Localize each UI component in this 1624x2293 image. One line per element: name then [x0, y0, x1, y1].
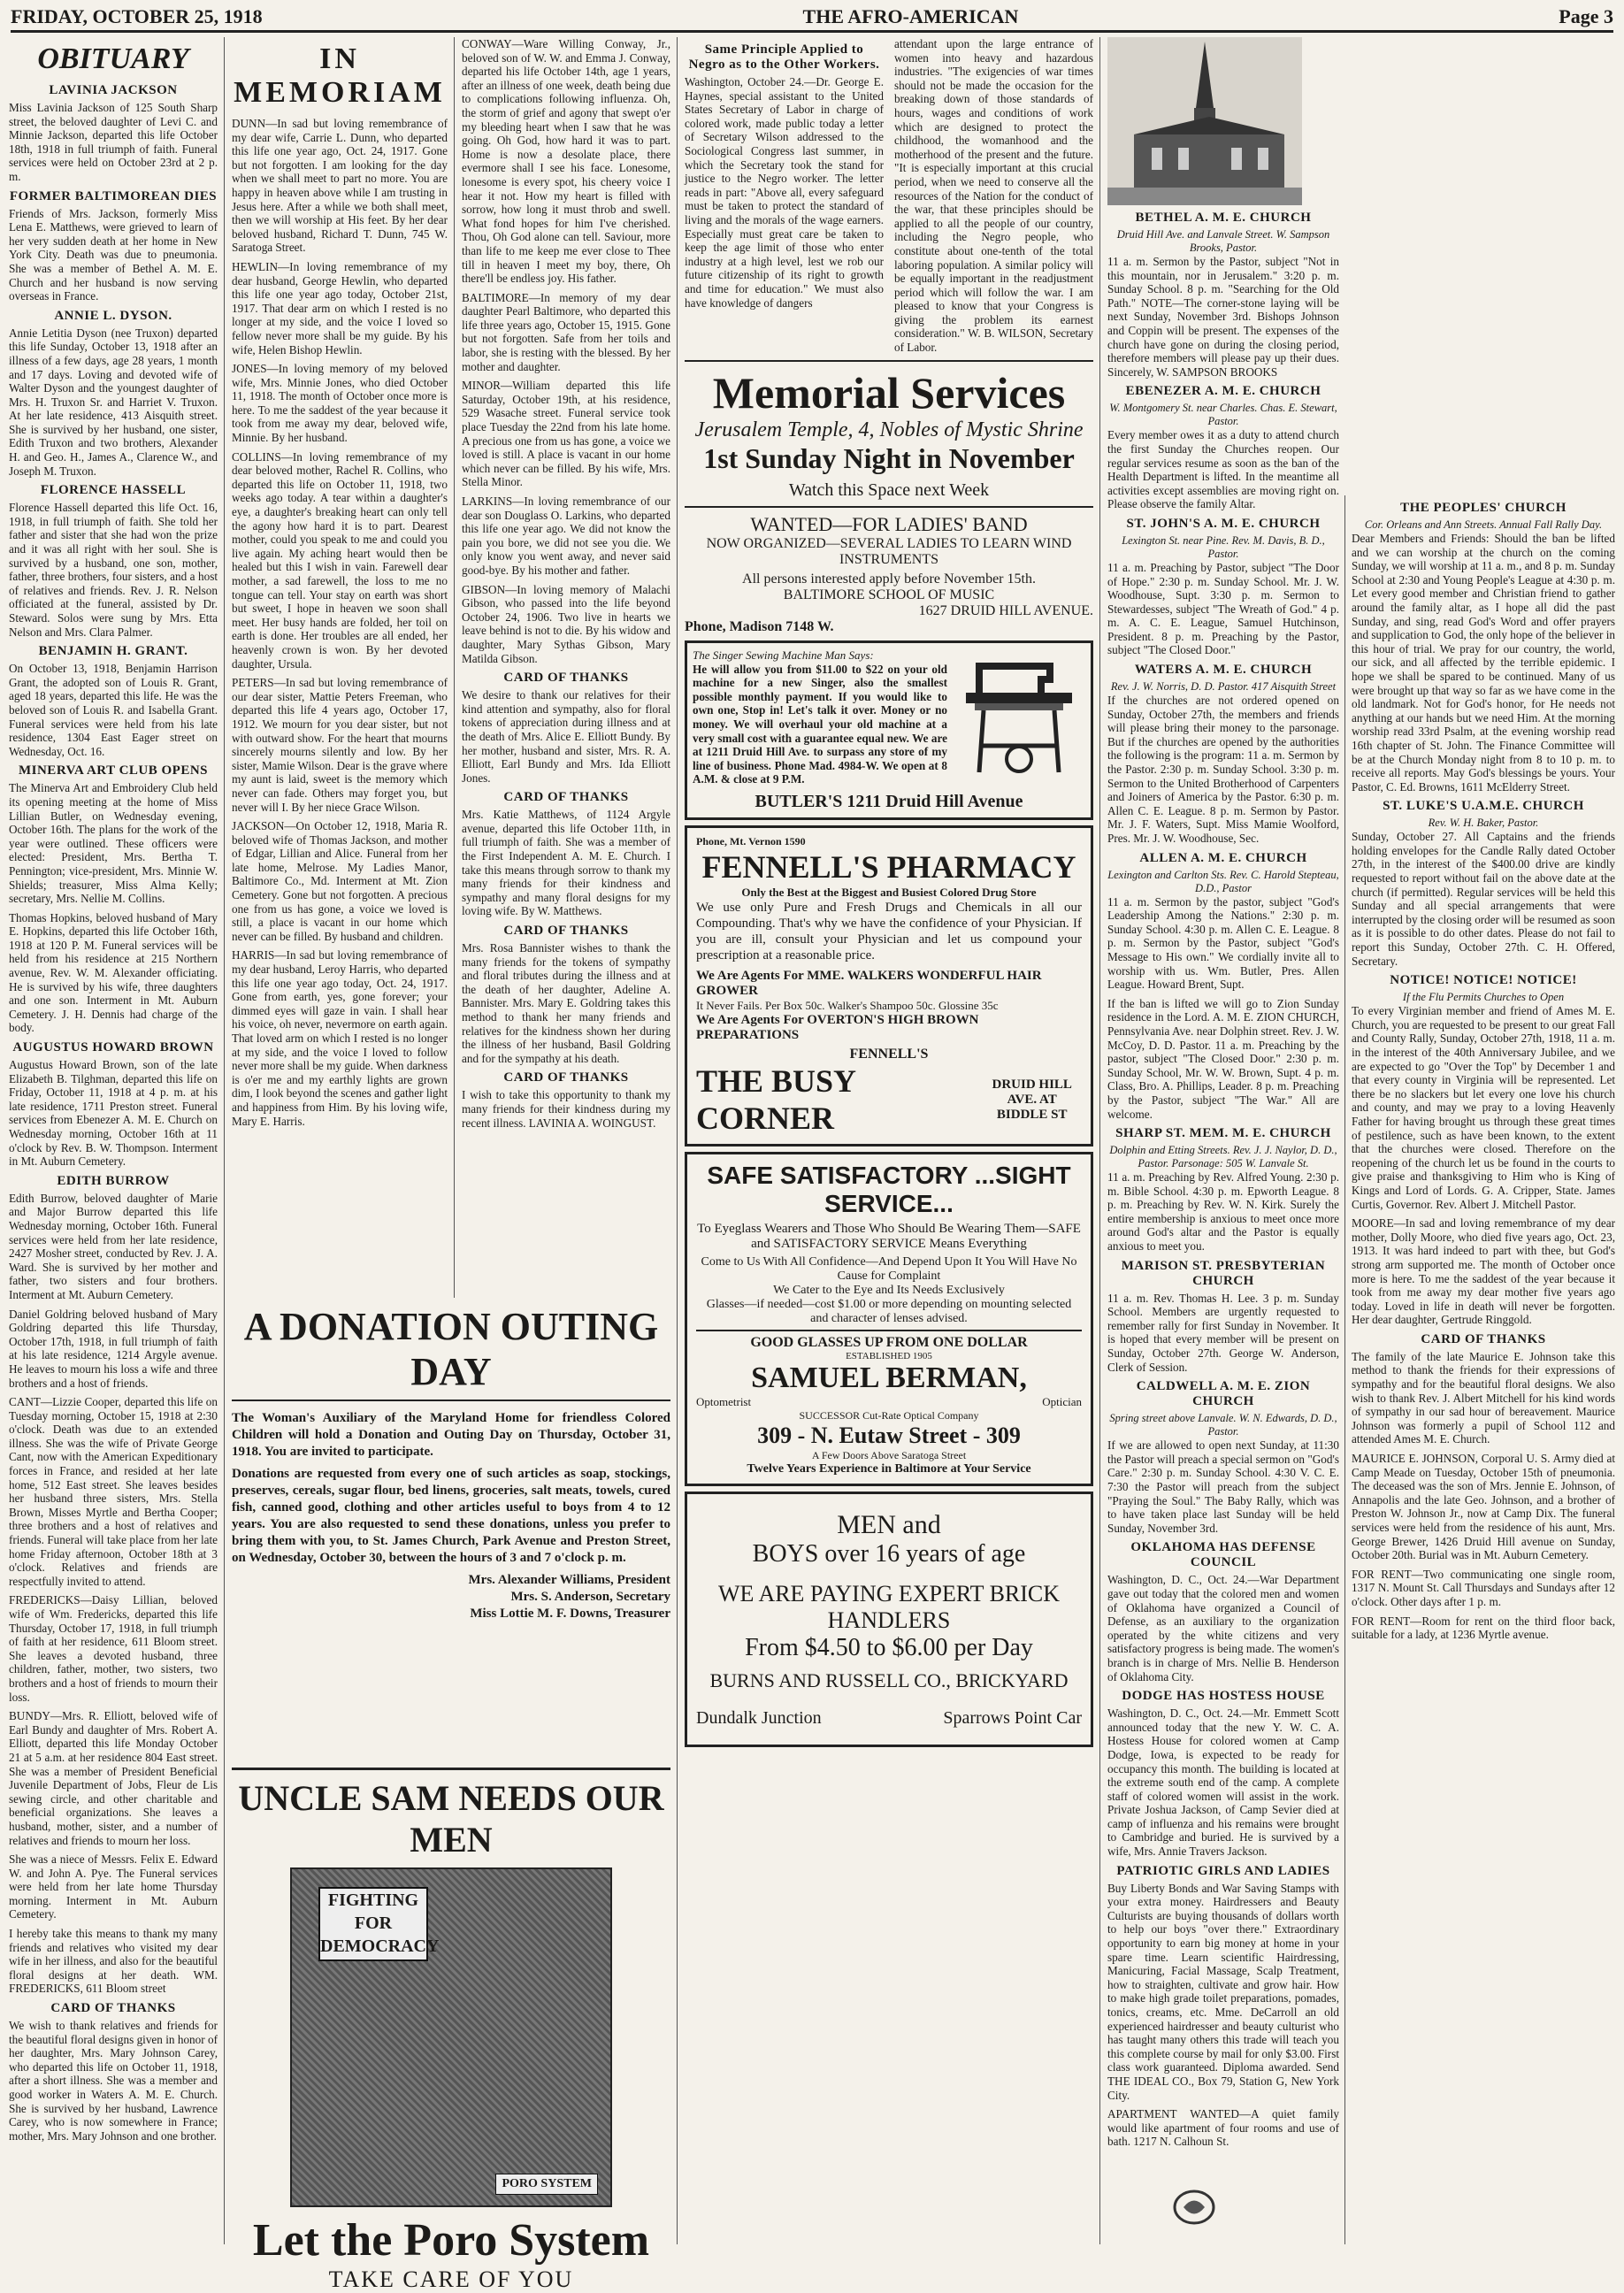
article-heading: LAVINIA JACKSON [49, 83, 178, 97]
article-body: 11 a. m. Preaching by Rev. Alfred Young. 2:30 p. m. Bible School. 4:30 p. m. Epworth League. 8 p. m. Preaching by Rev. W. N. Kirk. Surely the entire membership is anxious to meet once more around God's altar and the Pastor is equally anxious to meet you. [1107, 1170, 1339, 1254]
article-body: 11 a. m. Preaching by Pastor, subject "The Door of Hope." 2:30 p. m. Sunday School. Mr. J. W. Woodhouse, Supt. 3:30 p. m. Sermon to Stewardesses, subject "The Wreath of God." 4 p. m. A. C. E. League, Samuel Hutchinson, President. 8 p. m. Preaching by the Pastor, subject "The Closed Door." [1107, 560, 1339, 657]
singer-body: He will allow you from $11.00 to $22 on your old machine for a new Singer, also the smallest possible monthly payment. If you would like to own one, Stop in! Let's talk it over. Money or no money. We will overhaul your old machine at a very small cost with a guarantee equal new. We are at 1211 Druid Hill Ave. to surpass any store of my line of business. Phone Mad. 4984-W. We open at 8 A.M. & close at 9 P.M. [693, 662, 947, 786]
article-body: Mrs. Katie Matthews, of 1124 Argyle avenue, departed this life October 11th, in full triumph of faith. She was a member of the First Independent A. M. E. Church. I take this means through sorrow to thank my many friends for their kindness and sympathy and many floral designs for my loving wife. By W. Matthews. [462, 808, 670, 918]
article [9, 911, 218, 1035]
article [9, 83, 218, 184]
fennell-title: FENNELL'S PHARMACY [701, 849, 1076, 885]
ink-smudge-icon [1168, 2185, 1221, 2229]
article [1107, 997, 1339, 1121]
article-body: The Minerva Art and Embroidery Club held its opening meeting at the home of Miss Lillian Butler, on Wednesday evening, October 16th. The plans for the work of the year were outlined. These officers were elected: President, Mrs. Bertha T. Pennington; vice-president, Mrs. Minnie W. Shields; treasurer, Miss Alma Kelly; secretary, Mrs. Nellie M. Collins. [9, 781, 218, 906]
column-rule [1099, 37, 1100, 2244]
fennell-agents-overton: We Are Agents For OVERTON'S HIGH BROWN PREPARATIONS [696, 1013, 979, 1042]
brickyard-ad [685, 1492, 1093, 1747]
fennell-phone: Phone, Mt. Vernon 1590 [696, 835, 806, 847]
memorial-ad [685, 360, 1093, 501]
poro-tagline: TAKE CARE OF YOU [328, 2266, 574, 2292]
notices-column [1352, 495, 1615, 2244]
article [9, 1040, 218, 1169]
article [1107, 1864, 1339, 2103]
article-body: JACKSON—On October 12, 1918, Maria R. beloved wife of Thomas Jackson, and mother of Edgar, Lillian and Alice. Funeral from her late home, Melrose. My Ladies Manor, Baltimore Co., Md. Interment at Mt. Zion Cemetery. Gone but not forgotten. A precious one from us has gone, a voice we loved is still, a place is vacant in our home which never can be filled. By husband and children. [232, 819, 448, 943]
article-heading: CARD OF THANKS [1421, 1331, 1546, 1346]
article-body: JONES—In loving memory of my beloved wife, Mrs. Minnie Jones, who died October 11, 1918. The month of October once more is here. To me the saddest of the year because it took from me away my dear, beloved wife, Minnie. By her husband. [232, 362, 448, 445]
good-glasses: GOOD GLASSES UP FROM ONE DOLLAR [696, 1330, 1082, 1351]
article-body: I wish to take this opportunity to thank my many friends for their kindness during my recent illness. LAVINIA A. WOINGUST. [462, 1088, 670, 1130]
article [232, 117, 448, 255]
article-heading: EBENEZER A. M. E. CHURCH [1125, 384, 1321, 399]
memoriam-title: IN MEMORIAM [234, 42, 446, 109]
article [462, 924, 670, 1065]
article-body: HEWLIN—In loving remembrance of my dear husband, George Hewlin, who departed this life one year ago today, October 21st, 1917. That dear arm on which I rested is no longer at my side, and the voice I loved so fellow never more shall be my guide. By his wife, Helen Bishop Hewlin. [232, 259, 448, 357]
fennell-corner: FENNELL'S [849, 1047, 929, 1062]
memoriam-list [232, 117, 448, 1128]
article-heading: MARISON ST. PRESBYTERIAN CHURCH [1121, 1258, 1326, 1288]
article [9, 763, 218, 905]
article [1352, 1216, 1615, 1327]
sight-sub: To Eyeglass Wearers and Those Who Should Be Wearing Them—SAFE and SATISFACTORY SERVICE Means Everything [697, 1222, 1081, 1251]
article-body: Annie Letitia Dyson (nee Truxon) departed this life Sunday, October 13, 1918 after an illness of a few days, age 28 years, 1 month and 17 days. Loving and devoted wife of Walter Dyson and the youngest daughter of Mrs. H. Truxon Sr. and Harriet V. Truxon. At her late residence, 413 Aisquith street. She is survived by her husband, one sister, Edith Truxon and two brothers, Alexander H. and Geo. H., James A., Clarence W., and Joseph M. Truxon. [9, 326, 218, 478]
article-subheading: Rev. J. W. Norris, D. D. Pastor. 417 Aisquith Street [1110, 680, 1337, 694]
band-body: All persons interested apply before November 15th. [742, 571, 1036, 587]
fennell-body: We use only Pure and Fresh Drugs and Chemicals in all our Compounding. That's why we have the confidence of your Physician. If you are ill, consult your Physician and let us compound your prescription at a reasonable price. [696, 901, 1082, 962]
article-body: Daniel Goldring beloved husband of Mary Goldring departed this life Thursday, October 17th, 1918, in full triumph of faith at his late residence, 1214 Argyle avenue. He leaves to mourn his loss a wife and three brothers and a host of friends. [9, 1307, 218, 1390]
article-body: Washington, D. C., Oct. 24.—Mr. Emmett Scott announced today that the new Y. W. C. A. Hostess House for colored women at Camp Dodge, Iowa, is expected to be ready for occupancy this month. The building is located at the extreme south end of the camp. A complete staff of colored women will assist in the work. Private Joshua Jackson, of Camp Sevier died at camp of influenza and his remains were brought to Cambridge and buried. He is survived by a wife, Mrs. Annie Travers Jackson. [1107, 1706, 1339, 1859]
article [462, 379, 670, 489]
article-body: COLLINS—In loving remembrance of my dear beloved mother, Rachel R. Collins, who departed this life on October 11, 1918, two weeks ago today. A tear within a daughter's eye, a daughter's breaking heart can only tell the agony how hard it is to part. Dearest mother, could you speak to me and could you live again. My aching heart would then be healed but this I wish in vain. Farewell dear mother, a sad farewell, the loss to me no tongue can tell. Your stay on earth was short but sweet, I hope in heaven we soon shall meet. Her busy hands are folded, her toil on earth is done. Her troubles are all ended, her heavenly crown is won. By her devoted daughter, Ursula. [232, 449, 448, 671]
article [462, 671, 670, 785]
article-body: CANT—Lizzie Cooper, departed this life on Tuesday morning, October 15, 1918 at 2:30 o'clock. Death was due to an extended illness. She was the wife of Private George Cant, now with the American Expeditionary forces in France, and resided at her late home, 512 East street. She leaves besides her husband three sisters, Mrs. Stella Brown, Misses Myrtle and Bertha Cooper; three brothers and a host of relatives and friends. Funeral will take place from her late home Friday afternoon, October 18th at 3 o'clock. Relatives and friends are respectfully invited to attend. [9, 1395, 218, 1588]
article [232, 676, 448, 814]
berman-address: 309 - N. Eutaw Street - 309 [757, 1423, 1021, 1448]
article-heading: FORMER BALTIMOREAN DIES [9, 188, 218, 203]
fennell-agents-walker: We Are Agents For MME. WALKERS WONDERFUL HAIR GROWER [696, 969, 1042, 998]
article [9, 1308, 218, 1391]
article [462, 495, 670, 578]
poro-slogan: Let the Poro System [252, 2215, 650, 2266]
berman-directions: A Few Doors Above Saratoga Street [811, 1449, 967, 1461]
article-subheading: Lexington St. near Pine. Rev. M. Davis, B. D., Pastor. [1122, 533, 1325, 560]
article-heading: NOTICE! NOTICE! NOTICE! [1390, 973, 1577, 988]
memoriam-column-2 [462, 37, 670, 1293]
article-heading: ST. LUKE'S U.A.M.E. CHURCH [1383, 799, 1584, 814]
soldier-poster [290, 1867, 612, 2207]
article-body: Mrs. Rosa Bannister wishes to thank the many friends for the tokens of sympathy and floral tributes during the illness and at the death of her daughter, Adeline A. Bannister. Mrs. Mary E. Goldring takes this method to thank her many friends and relatives for the kindness shown her during the illness of her husband, Basil Goldring and for the sympathy at his death. [462, 941, 670, 1065]
obituary-title: OBITUARY [37, 42, 189, 75]
article-heading: WATERS A. M. E. CHURCH [1134, 663, 1313, 678]
article-body: Miss Lavinia Jackson of 125 South Sharp street, the beloved daughter of Levi C. and Minnie Jackson, departed this life October 18th, 1918 in full triumph of faith. Funeral services were held on October 23rd at 2 p. m. [9, 101, 218, 183]
article [9, 1927, 218, 1996]
article [232, 362, 448, 445]
donation-body: Donations are requested from every one of such articles as soap, stockings, preserves, cereals, sugar flour, bed linens, groceries, salt meats, towels, cured fish, canned good, clothing and other articles useful to boys from 4 to 12 years. You are also requested to send these donations, unless you prefer to bring them with you, to St. James Church, Park Avenue and Preston Street, on Wednesday, October 30, between the hours of 3 and 7 o'clock p. m. [232, 1467, 670, 1565]
article [9, 2001, 218, 2143]
article-body: GIBSON—In loving memory of Malachi Gibson, who passed into the life beyond October 24, 1906. Two live in hearts we leave behind is not to die. By his widow and daughter, Mary Sythas Gibson, Mary Matilda Gibson. [462, 582, 670, 665]
memorial-temple: Jerusalem Temple, 4, Nobles of Mystic Shrine [694, 418, 1084, 441]
article-heading: CALDWELL A. M. E. ZION CHURCH [1136, 1379, 1311, 1409]
article-heading: OKLAHOMA HAS DEFENSE COUNCIL [1130, 1540, 1316, 1570]
article-heading: MINERVA ART CLUB OPENS [18, 763, 209, 778]
established: ESTABLISHED 1905 [846, 1351, 932, 1361]
article-body: Washington, D. C., Oct. 24.—War Department gave out today that the colored men and women of Oklahoma have organized a Council of Defense, as an auxiliary to the organization operated by the white citizens and very satisfactory progress is being made. The women's branch is in charge of Mrs. Nellie B. Henderson of Oklahoma City. [1107, 1573, 1339, 1683]
poster-caption: FIGHTING FOR DEMOCRACY [318, 1887, 428, 1961]
article [1107, 1379, 1339, 1535]
memoriam-column [232, 37, 448, 1293]
article-body: We desire to thank our relatives for their kind attention and sympathy, also for floral tokens of appreciation during illness and at the death of Mrs. Alice E. Elliott Bundy. By her mother, husband and sister, Mrs. R. A. Elliott, Earl Bundy and Mrs. Ida Elliott Jones. [462, 688, 670, 785]
article [1107, 384, 1339, 511]
obituary-list [9, 83, 218, 2143]
article-body: To every Virginian member and friend of Ames M. E. Church, you are requested to be present to our great Fall and County Rally, Sunday, October 27th, 1918, 11 a. m. in the interest of the 40th Anniversary Jubilee, and we are expected to go "Over the Top" by December 1 and that every county in Virginia will be represented. Let there be no slackers but let every one love his church and county, and may we pray to a loving Heavenly Father for having brought us through these great times of pestilence, such as have been known, to the extent that the churches were closed. Therefore on the reopening of the church let us be found in the courts to give praise and thanksgiving to Him who is King of Kings and Lord of Lords. G. A. Cripper, State. James Curtis, Governor. Rev. Albert J. Mitchell Pastor. [1352, 1004, 1615, 1211]
article [462, 37, 670, 286]
band-sub: NOW ORGANIZED—SEVERAL LADIES TO LEARN WIND INSTRUMENTS [706, 535, 1072, 567]
article [9, 1852, 218, 1921]
article-subheading: Spring street above Lanvale. W. N. Edwards, D. D., Pastor. [1109, 1412, 1337, 1438]
article-body: BUNDY—Mrs. R. Elliott, beloved wife of Earl Bundy and daughter of Mrs. Robert A. Elliott, departed this life Monday October 21 at 5 a.m. at her residence 804 East street. She was a member of President Beneficial Juvenile Department of Jobs, Fleur de Lis sewing circle, and other charitable and beneficial organizations. She leaves a husband, mother, sister, and a number of relatives and friends to mourn her loss. [9, 1709, 218, 1847]
burns-russell: BURNS AND RUSSELL CO., BRICKYARD [709, 1669, 1069, 1691]
article-heading: BETHEL A. M. E. CHURCH [1135, 211, 1312, 225]
memorial-title: Memorial Services [712, 367, 1066, 418]
church-illustration [1107, 37, 1302, 205]
band-school: BALTIMORE SCHOOL OF MUSIC [783, 587, 995, 602]
article-heading: CARD OF THANKS [503, 1070, 629, 1085]
singer-head: The Singer Sewing Machine Man Says: [693, 648, 874, 662]
notices-list [1352, 501, 1615, 1642]
sight-line-2: We Cater to the Eye and Its Needs Exclusively [773, 1284, 1005, 1297]
article-body: If the churches are not ordered opened on Sunday, October 27th, the members and friends will please bring their money to the parsonage. But if the churches are opened by the authorities the following is the program: 11 a. m. Sermon by the Pastor. 2:30 p. m. Sunday School. 3:30 p. m. Sermon to the United Brotherhood of Carpenters and Joiners of America by the Pastor. 6:30 p. m. Allen C. E. League. 8 p. m. Sermon by Pastor. Mr. J. F. Waters, Supt. Miss Mamie Woolford, Pres. Mr. J. W. Woodhouse, Sec. [1107, 694, 1339, 845]
article-body: Florence Hassell departed this life Oct. 16, 1918, in full triumph of faith. She told her father and sister that she had won the prize and it was all right with her soul. She is survived by a husband, one son, mother, father, three brothers, four sisters, and a host of relatives and friends. Rev. J. R. Nelson officiated at the funeral, assisted by Dr. Steward. Solos were sung by Mrs. Etta Nelson and Mrs. Clara Palmer. [9, 501, 218, 639]
article [9, 1395, 218, 1588]
article [1107, 517, 1339, 657]
article [9, 189, 218, 303]
article-body: CONWAY—Ware Willing Conway, Jr., beloved son of W. W. and Emma J. Conway, departed his life October 14th, age 1 years, after an illness of one week, death being due to complications following influenza. Oh, the storm of grief and agony that swept o'er my bleeding heart when I saw that he was going. Oh God, how hard it was to part. Home is now a desolate place, there evermore shall I see his face. Lonesome, lonesome is every spot, his cheery voice I hear it not. How my heart is filled with sorrow, how long it must throb and swell. What fond hopes for him I've cherished. Thou, Oh God alone can tell. Saviour, more than life to me keep me ever close to Thee till in heaven I meet my boy, there, Oh there'll be endless joy. His father. [462, 37, 670, 286]
article [1352, 1614, 1615, 1642]
donation-secretary: Mrs. S. Anderson, Secretary [510, 1590, 670, 1604]
memorial-date: 1st Sunday Night in November [703, 441, 1075, 474]
article [1352, 501, 1615, 794]
fennell-tagline: Only the Best at the Biggest and Busiest Colored Drug Store [741, 886, 1037, 899]
article [9, 309, 218, 479]
article-body: FOR RENT—Room for rent on the third floor back, suitable for a lady, at 1236 Myrtle avenue. [1352, 1614, 1615, 1642]
article-subheading: Rev. W. H. Baker, Pastor. [1428, 817, 1539, 830]
article-subheading: Cor. Orleans and Ann Streets. Annual Fall Rally Day. [1364, 518, 1603, 531]
article-body: Dear Members and Friends: Should the ban be lifted and we can worship at the church on the coming Sunday, we will worship at 11 a. m., and 8 p. m. Sunday School at 2:30 and Young People's League at 4:30 p. m. Let every good member and Christian friend to gather around the family altar, as I hope all did the past Sunday, and sing, read God's Word and offer prayers and supplication to God, the only hope of the believer in this hour of trial. We pray for our country, the world, our sick, and all affected by the terrible epidemic. I hope we shall be spared to be continued. Many of us were brought up that way so far as we have come in the old landmark. Not for God's honor, for He needs not anything at our hands but we need Him. At the morning worship read 33rd Psalm, at the evening worship read 16th chapter of St. John. The Finance Committee will be at the Church Monday night from 8 to 10 p. m. to receive all reports. May God's blessings be yours. Your Pastor, C. Ed. Browns, 1611 McElderry Street. [1352, 532, 1615, 794]
article-heading: CARD OF THANKS [503, 671, 629, 686]
donation-notice [232, 1300, 670, 1760]
paper-name: THE AFRO-AMERICAN [802, 5, 1019, 27]
berman-successor: SUCCESSOR Cut-Rate Optical Company [799, 1409, 979, 1422]
article [1107, 663, 1339, 846]
article [1107, 2107, 1339, 2149]
sewing-machine-icon [953, 648, 1085, 781]
donation-intro: The Woman's Auxiliary of the Maryland Home for friendless Colored Children will hold a Donation and Outing Day on Thursday, October 31, 1918. You are invited to participate. [232, 1411, 670, 1459]
article-heading: FLORENCE HASSELL [40, 483, 187, 498]
article-body: Every member owes it as a duty to attend church the first Sunday the Churches reopen. Our regular services resume as soon as the ban of the Health Department is lifted. In the meantime all activities except assemblies are moving right on. Please observe the family Altar. [1107, 428, 1339, 511]
berman-experience: Twelve Years Experience in Baltimore at Your Service [747, 1462, 1031, 1476]
article-body: Augustus Howard Brown, son of the late Elizabeth B. Tilghman, departed this life on Friday, October 11, 1918 at 4 p. m. at his late residence, 1711 Preston street. Funeral services from Ebenezer A. M. E. Church on Wednesday morning, October 16th at 11 o'clock by Rev. B. W. Thompson. Interment in Mt. Auburn Cemetery. [9, 1058, 218, 1169]
article-body: Friends of Mrs. Jackson, formerly Miss Lena E. Matthews, were grieved to learn of her very sudden death at her home in New York City. Death was due to pneumonia. She was a member of Bethel A. M. E. Church and her husband is now serving overseas in France. [9, 206, 218, 303]
article-body: I hereby take this means to thank my many friends and relatives who visited my dear wife in her illness, and also for the beautiful floral designs at her death. WM. FREDERICKS, 611 Bloom street [9, 1927, 218, 1996]
article-body: We wish to thank relatives and friends for the beautiful floral designs given in honor of her daughter, Mrs. Mary Johnson Carey, who departed this life on October 11, 1918, after a short illness. She was a member and good worker in Waters A. M. E. Church. She is survived by her husband, Lawrence Carey, who is now somewhere in France; mother, Mrs. Mary Johnson and one brother. [9, 2019, 218, 2143]
article-heading: CARD OF THANKS [50, 2001, 176, 2016]
masthead [11, 4, 1613, 33]
column-rule [454, 37, 455, 1298]
article [462, 790, 670, 918]
fennell-address: DRUID HILL AVE. AT BIDDLE ST [992, 1077, 1072, 1122]
optometrist-label: Optometrist [696, 1395, 752, 1408]
article [232, 819, 448, 943]
article [232, 260, 448, 357]
memoriam-list-2 [462, 37, 670, 1130]
article-body: Edith Burrow, beloved daughter of Marie and Major Burrow departed this life Wednesday morning, October 16th. Funeral services were held from her late residence, 2427 Mosher street, conducted by Rev. J. A. Ward. She is survived by her mother and father, two sisters and four brothers. Interment at Mt. Auburn Cemetery. [9, 1191, 218, 1301]
article [9, 1709, 218, 1847]
article [1107, 1126, 1339, 1254]
obituary-column [9, 37, 218, 2244]
article-heading: ANNIE L. DYSON. [54, 308, 172, 323]
article-heading: SHARP ST. MEM. M. E. CHURCH [1115, 1126, 1331, 1141]
article-heading: CARD OF THANKS [503, 790, 629, 805]
article-body: 11 a. m. Sermon by the Pastor, subject "Not in this mountain, nor in Jerusalem." 3:20 p. m. Sunday School. 8 p. m. "Searching for the Old Path." NOTE—The corner-stone laying will be next Sunday, November 3rd. Bishops Johnson and Coppin will be present. The expenses of the church have gone on during the closing period, therefore members will please pay up their dues. Sincerely, W. SAMPSON BROOKS [1107, 255, 1339, 379]
busy-corner: THE BUSY CORNER [696, 1063, 855, 1136]
article-body: HARRIS—In sad but loving remembrance of my dear husband, Leroy Harris, who departed this life one year ago today, Oct. 24, 1917. Gone from earth, yes, gone forever; your dimmed eyes will gaze in vain. I shall hear his voice, oh never, nevermore on earth again. That loved arm on which I rested is no longer at my side, and the voice I loved to follow never more shall be my guide. When darkness is o'er me and my earthly lights are grown dim, I look beyond the scenes and gather light and happiness from Him. By his loving wife, Mary E. Harris. [232, 948, 448, 1128]
article-body: BALTIMORE—In memory of my dear daughter Pearl Baltimore, who departed this life three years ago, October 15, 1915. Gone but not forgotten. Safe from her toils and labor, she is resting with the blessed. By her mother and daughter. [462, 290, 670, 373]
article-body: If we are allowed to open next Sunday, at 11:30 the Pastor will preach a special sermon on "God's Care." 2:30 p. m. Sunday School. 4:30 V. C. E. 7:30 the Pastor will preach from the subject "Praying the Soul." The Baby Rally, which was to have taken place last Sunday will be held Sunday, November 3rd. [1107, 1438, 1339, 1535]
article-body: Buy Liberty Bonds and War Saving Stamps with your extra money. Hairdressers and Beauty Culturists are buying thousands of dollars worth to help our boys "over there." Extraordinary opportunity to earn big money at home in your spare time. Learn scientific Hairdressing, Manicuring, Facial Massage, Scalp Treatment, how to straighten, cultivate and grow hair. How to make high grade toilet preparations, pomades, tonics, creams, etc. Mme. DeCarroll an old experienced hairdresser and beauty culturist who has taught many others this trade will teach you this complete course by mail for only $3.00. First class work guaranteed. Diploma awarded. Send THE IDEAL CO., Box 79, Station G, New York City. [1107, 1881, 1339, 2102]
berman-ad [685, 1152, 1093, 1486]
article [1352, 973, 1615, 1211]
article-body: PETERS—In sad but loving remembrance of our dear sister, Mattie Peters Freeman, who departed this life 4 years ago, October 17, 1912. We mourn for you dear sister, but not with outward show. For the heart that mourns sincerely mourns silently and low. By her sister, Mamie Wilson. Dear is the grave where my aunt is laid, sweet is the memory which never can fade. Others may forget you, but never will I. By her niece Grace Wilson. [232, 676, 448, 814]
column-rule [1344, 495, 1345, 2244]
berman-name: SAMUEL BERMAN, [751, 1361, 1027, 1394]
article-subheading: Dolphin and Etting Streets. Rev. J. J. Naylor, D. D., Pastor. Parsonage: 505 W. Lanvale St. [1109, 1144, 1337, 1170]
article-body: FOR RENT—Two communicating one single room, 1317 N. Mount St. Call Thursdays and Sundays after 12 o'clock. Other days after 1 p. m. [1352, 1567, 1615, 1608]
sight-title: SAFE SATISFACTORY ...SIGHT SERVICE... [707, 1162, 1071, 1217]
boys-line: BOYS over 16 years of age [752, 1540, 1026, 1568]
article [462, 1070, 670, 1130]
article [9, 1174, 218, 1302]
band-phone: Phone, Madison 7148 W. [685, 618, 834, 634]
article-heading: ALLEN A. M. E. CHURCH [1139, 850, 1307, 865]
labor-article-cont: attendant upon the large entrance of women into heavy and hazardous industries. "The exigencies of war times should not be made the occasion for the breaking down of those standards of hours, wages and conditions of work which are designed to protect the childhood, the womanhood and the motherhood of the present and the future. "It is especially important at this crucial period, when we need to conserve all the resources of the Nation for the conduct of the war, that these principles should be applied to all the people of our country, including the Negro people, who constitute about one-tenth of the total laboring population. A similar policy will be equally important in the readjustment period which will follow the war. I am pleased to know that your Congress is giving the problem its earnest consideration." W. B. WILSON, Secretary of Labor. [894, 37, 1093, 355]
donation-president: Mrs. Alexander Williams, President [468, 1573, 670, 1587]
band-ad [685, 506, 1093, 635]
church-list [1107, 42, 1339, 2149]
pay-range: From $4.50 to $6.00 per Day [745, 1634, 1033, 1661]
article-heading: CARD OF THANKS [503, 924, 629, 939]
fennell-ad [685, 825, 1093, 1146]
sight-line-1: Come to Us With All Confidence—And Depend Upon It You Will Have No Cause for Complaint [701, 1255, 1077, 1283]
article-heading: EDITH BURROW [57, 1173, 170, 1188]
singer-footer: BUTLER'S 1211 Druid Hill Avenue [755, 792, 1023, 811]
column-rule [677, 37, 678, 2244]
article [1107, 851, 1339, 992]
article-body: MAURICE E. JOHNSON, Corporal U. S. Army died at Camp Meade on Tuesday, October 15th of pneumonia. The deceased was the son of Mrs. Jennie E. Johnson, of Annapolis and the late Geo. Johnson, and a brother of Preston W. Johnson Jr., now at Camp Dix. The funeral services were held from the residence of his aunt, Mrs. George Brewer, 1426 Druid Hill avenue on Sunday, October 20th. Burial was in Mt. Auburn Cemetery. [1352, 1452, 1615, 1562]
article [1107, 1259, 1339, 1375]
donation-treasurer: Miss Lottie M. F. Downs, Treasurer [470, 1607, 670, 1621]
article-body: If the ban is lifted we will go to Zion Sunday residence in the Lord. A. M. E. ZION CHURCH, Pennsylvania Ave. near Dolphin street. Rev. J. W. McCoy, D. D. Pastor. 11 a. m. Preaching by the pastor, subject "The Closed Door." 2:30 p. m. Sunday School, Mr. W. W. Brown, Supt. 4 p. m. Class, Bro. A. Phillips, Leader. 8 p. m. Preaching by the Pastor, subject "The War." All are welcome. [1107, 996, 1339, 1121]
article-heading: ST. JOHN'S A. M. E. CHURCH [1126, 516, 1321, 531]
article-body: The family of the late Maurice E. Johnson take this method to thank the friends for their expressions of sympathy and for the beautiful floral designs. We also wish to thank Rev. J. Albert Mitchell for his kind words of sympathy in our sad hour of bereavement. Maurice Johnson was formerly a pupil of School 112 and attended Ames M. E. Church. [1352, 1349, 1615, 1446]
article-body: MOORE—In sad and loving remembrance of my dear mother, Dolly Moore, who died five years ago, Oct. 23, 1913. It was hard indeed to part with thee, but God's strong arm supported me. The month of October once more is here. To me the saddest of the year because it took from me away my dear mother five years ago today. Loved in life in death will never be forgotten. Her dear daughter, Gertrude Ringgold. [1352, 1216, 1615, 1327]
band-address: 1627 DRUID HILL AVENUE. [918, 602, 1093, 618]
article-body: She was a niece of Messrs. Felix E. Edward W. and John A. Pye. The Funeral services were held from her late home Thursday morning. Interment in Mt. Auburn Cemetery. [9, 1852, 218, 1921]
article-subheading: Lexington and Carlton Sts. Rev. C. Harold Stepteau, D.D., Pastor [1107, 868, 1339, 894]
article-body: Thomas Hopkins, beloved husband of Mary E. Hopkins, departed this life October 16th, 1918 at 120 P. M. Funeral services will be held from his residence at 215 Northern avenue, Rev. W. M. Alexander officiating. He is survived by his wife, three daughters and one son. Interment in Mt. Auburn Cemetery. J. H. Dennis had charge of the body. [9, 910, 218, 1035]
article [232, 948, 448, 1128]
article-subheading: W. Montgomery St. near Charles. Chas. E. Stewart, Pastor. [1109, 402, 1337, 428]
church-steeple-icon [1107, 37, 1302, 205]
article [232, 450, 448, 671]
article-subheading: Druid Hill Ave. and Lanvale Street. W. Sampson Brooks, Pastor. [1116, 228, 1330, 254]
page-number: Page 3 [1559, 5, 1613, 27]
article-body: 11 a. m. Sermon by the pastor, subject "God's Leadership Among the Nations." 2:30 p. m. Sunday School. 4:30 p. m. Allen C. E. League. 8 p. m. Sermon by the Pastor, subject "God's Message to His own." We cordially invite all to worship with us. Wm. Butler, Pres. Allen League. Howard Brent, Supt. [1107, 894, 1339, 992]
article [1107, 1540, 1339, 1683]
poro-headline: UNCLE SAM NEEDS OUR MEN [238, 1778, 664, 1860]
fennell-prices: It Never Fails. Per Box 50c. Walker's Shampoo 50c. Glossine 35c [696, 999, 999, 1012]
sparrows-point: Sparrows Point Car [943, 1708, 1082, 1728]
brick-handlers: WE ARE PAYING EXPERT BRICK HANDLERS [717, 1581, 1061, 1633]
men-line: MEN and [837, 1510, 941, 1539]
article-heading: PATRIOTIC GIRLS AND LADIES [1116, 1863, 1330, 1878]
article-body: APARTMENT WANTED—A quiet family would like apartment of four rooms and use of bath. 1217 N. Calhoun St. [1107, 2107, 1339, 2149]
article-heading: BENJAMIN H. GRANT. [38, 644, 188, 659]
sight-line-3: Glasses—if needed—cost $1.00 or more depending on mounting selected and character of lenses advised. [706, 1298, 1072, 1325]
article-body: MINOR—William departed this life Saturday, October 19th, at his residence, 529 Wasache street. Funeral service took place Tuesday the 22nd from his late home. A precious one from us has gone, a voice we loved is still. A place is vacant in our home which never can be filled. By his wife, Mrs. Stella Minor. [462, 379, 670, 489]
memorial-watch: Watch this Space next Week [788, 479, 990, 500]
article-heading: DODGE HAS HOSTESS HOUSE [1122, 1689, 1325, 1704]
ads-column [685, 37, 1093, 2244]
article [9, 1593, 218, 1704]
church-column [1107, 37, 1339, 2244]
article-heading: AUGUSTUS HOWARD BROWN [12, 1040, 214, 1055]
dundalk-junction: Dundalk Junction [696, 1708, 822, 1728]
article [1107, 1689, 1339, 1859]
donation-title: A DONATION OUTING DAY [232, 1304, 670, 1401]
singer-ad [685, 640, 1093, 820]
issue-date: FRIDAY, OCTOBER 25, 1918 [11, 5, 263, 27]
article-body: FREDERICKS—Daisy Lillian, beloved wife of Wm. Fredericks, departed this life Thursday, October 17, 1918, in full triumph of faith at her residence, 611 Bloom street. She leaves a devoted husband, three children, father, mother, two sisters, two brothers and a host of friends to mourn their loss. [9, 1593, 218, 1704]
article [1352, 1452, 1615, 1562]
article [462, 291, 670, 374]
article [1352, 1568, 1615, 1609]
labor-article: Washington, October 24.—Dr. George E. Haynes, special assistant to the United States Secretary of Labor in charge of colored work, made public today a letter of Secretary Wilson addressed to the Sociological Congress last summer, in which the Secretary took the stand for justice to the Negro worker. The letter reads in part: "Above all, every safeguard must be taken to protect the standard of living and the morals of the wage earners. Especially must great care be taken to keep the age limit of those who enter industry at a high level, lest we rob our future citizenship of its right to growth and time for education." We must also have knowledge of dangers [685, 75, 884, 310]
article-body: DUNN—In sad but loving remembrance of my dear wife, Carrie L. Dunn, who departed this life one year ago, Oct. 24, 1917. Gone but not forgotten. I am looking for the day when we shall meet to part no more. You are happy in heaven above while I am trusting in Jesus here. After a while we both shall meet, then we will worship at His feet. By her dear beloved husband, Richard T. Dunn, 745 W. Saratoga Street. [232, 117, 448, 255]
article-subheading: If the Flu Permits Churches to Open [1402, 991, 1565, 1004]
optician-label: Optician [1042, 1395, 1082, 1408]
article [1352, 1332, 1615, 1446]
article-body: 11 a. m. Rev. Thomas H. Lee. 3 p. m. Sunday School. Members are urgently requested to remember rally for first Sunday in November. It is hoped that every member will be present on Sunday, October 27th. George W. Anderson, Clerk of Session. [1107, 1291, 1339, 1374]
article [462, 583, 670, 666]
poro-stamp: PORO SYSTEM [495, 2174, 598, 2195]
column-rule [224, 37, 225, 2244]
article-body: Sunday, October 27. All Captains and the friends holding envelopes for the Candle Rally dated October 27th, in the interest of the $400.00 drive are kindly requested to report without fail on the above date at the church (if permitted). Regular services will be held this Sunday and all special arrangements that were interrupted by the closing order will be resumed as soon as it is possible to do other dates. Please do not fail to report this Sunday, October 27th. C. H. Offered, Secretary. [1352, 830, 1615, 968]
labor-headline: Same Principle Applied to Negro as to the Other Workers. [688, 42, 880, 72]
article [1352, 799, 1615, 968]
poro-ad [232, 1768, 670, 2292]
article-body: LARKINS—In loving remembrance of our dear son Douglass O. Larkins, who departed this life one year ago. We did not know the pain you bore, we did not see you die. We only know you went away, and never said good-bye. By his mother and father. [462, 495, 670, 577]
article [9, 483, 218, 639]
article [9, 644, 218, 758]
article-body: On October 13, 1918, Benjamin Harrison Grant, the adopted son of Louis R. Grant, aged 18 years, departed this life. He was the beloved son of Louis R. and Isabella Grant. Funeral services were held from his late residence, 1304 East Eager street on Wednesday, Oct. 16. [9, 662, 218, 758]
band-title: WANTED—FOR LADIES' BAND [750, 512, 1028, 535]
article-heading: THE PEOPLES' CHURCH [1400, 501, 1567, 515]
